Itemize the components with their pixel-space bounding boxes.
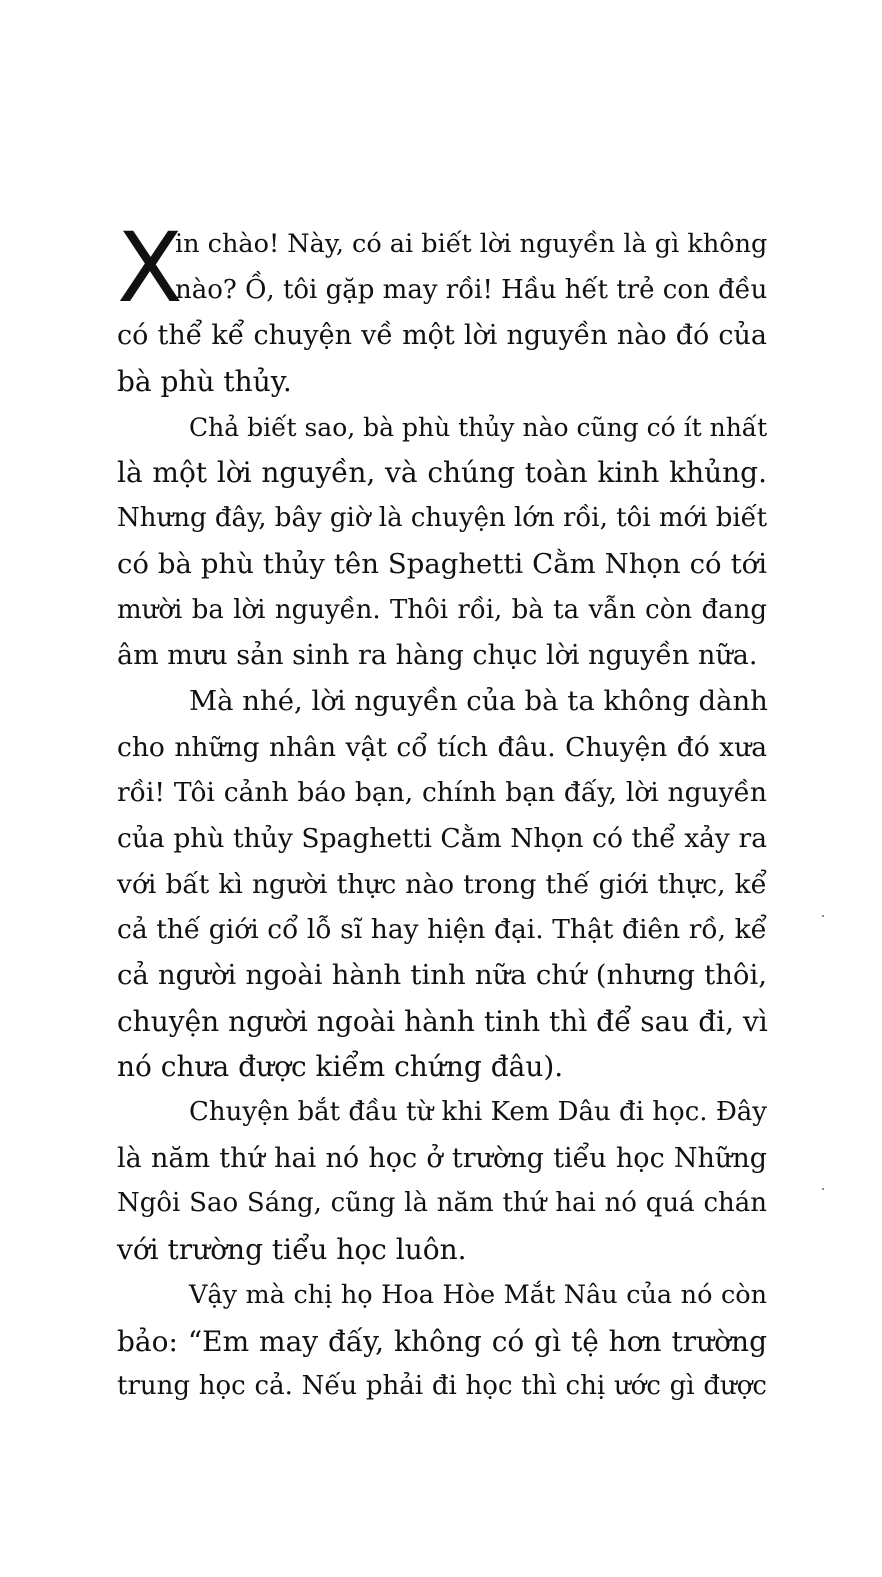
scan-speck xyxy=(822,915,824,917)
text-line: trung học cả. Nếu phải đi học thì chị ước gì được xyxy=(117,1371,767,1402)
text-line: có thể kể chuyện về một lời nguyền nào đó của xyxy=(117,320,767,352)
text-line: mười ba lời nguyền. Thôi rồi, bà ta vẫn còn đang xyxy=(117,594,767,625)
text-line: của phù thủy Spaghetti Cằm Nhọn có thể xảy ra xyxy=(117,822,767,854)
text-line: là một lời nguyền, và chúng toàn kinh khủng. xyxy=(117,456,767,490)
text-line: cho những nhân vật cổ tích đâu. Chuyện đó xưa xyxy=(117,731,767,763)
text-line: Ngôi Sao Sáng, cũng là năm thứ hai nó quá chán xyxy=(117,1188,767,1219)
text-line: in chào! Này, có ai biết lời nguyền là gì không xyxy=(175,229,768,259)
text-line: với trường tiểu học luôn. xyxy=(117,1233,467,1267)
text-line: Nhưng đây, bây giờ là chuyện lớn rồi, tôi mới biết xyxy=(117,503,768,534)
text-line: cả người ngoài hành tinh nữa chứ (nhưng thôi, xyxy=(117,959,767,991)
text-line: rồi! Tôi cảnh báo bạn, chính bạn đấy, lời nguyền xyxy=(117,777,767,809)
text-line: cả thế giới cổ lỗ sĩ hay hiện đại. Thật điên rồ, kể xyxy=(117,914,767,946)
text-line: nó chưa được kiểm chứng đâu). xyxy=(117,1050,564,1084)
text-line: nào? Ồ, tôi gặp may rồi! Hầu hết trẻ con đều xyxy=(175,274,768,305)
scan-speck xyxy=(822,1188,824,1190)
text-line: Mà nhé, lời nguyền của bà ta không dành xyxy=(189,684,768,717)
text-line: âm mưu sản sinh ra hàng chục lời nguyền nữa. xyxy=(117,640,758,672)
drop-cap: X xyxy=(117,212,183,324)
text-line: chuyện người ngoài hành tinh thì để sau đi, vì xyxy=(117,1004,768,1038)
text-line: bà phù thủy. xyxy=(117,365,292,399)
text-line: với bất kì người thực nào trong thế giới thực, kể xyxy=(117,868,767,900)
text-line: Chuyện bắt đầu từ khi Kem Dâu đi học. Đây xyxy=(189,1097,767,1128)
text-line: Chả biết sao, bà phù thủy nào cũng có ít nhất xyxy=(189,412,768,442)
text-line: bảo: “Em may đấy, không có gì tệ hơn trường xyxy=(117,1324,767,1358)
text-line: có bà phù thủy tên Spaghetti Cằm Nhọn có tới xyxy=(117,547,767,580)
text-line: là năm thứ hai nó học ở trường tiểu học Những xyxy=(117,1142,767,1174)
text-line: Vậy mà chị họ Hoa Hòe Mắt Nâu của nó còn xyxy=(189,1279,767,1310)
body-text xyxy=(117,212,768,1410)
